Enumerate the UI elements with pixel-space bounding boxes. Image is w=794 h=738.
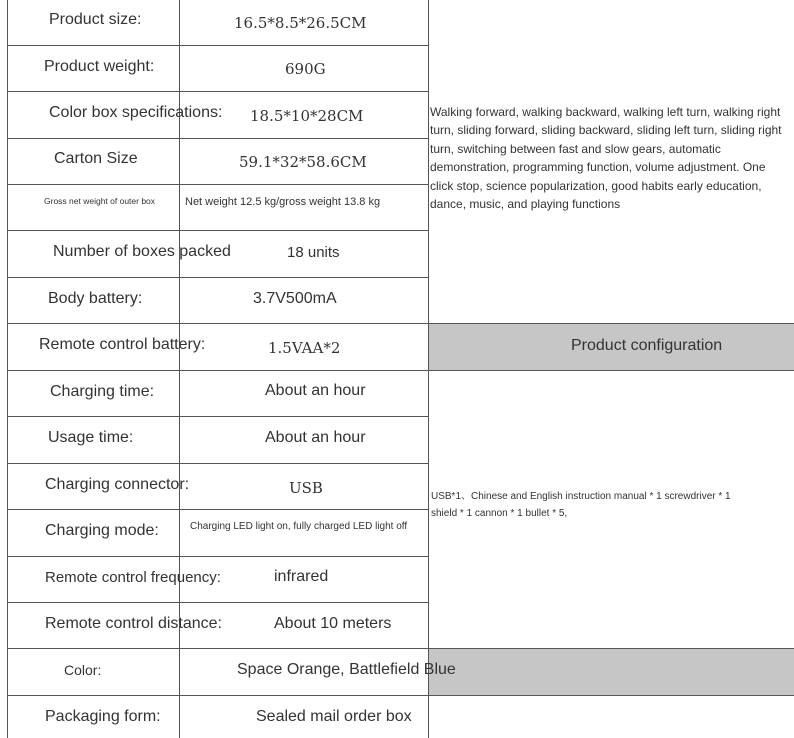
value-color: Space Orange, Battlefield Blue — [237, 661, 456, 678]
color-row-band — [429, 649, 794, 695]
label-gross-net-weight: Gross net weight of outer box — [44, 196, 156, 206]
value-product-size: 16.5*8.5*26.5CM — [234, 14, 367, 32]
config-line-2: shield * 1 cannon * 1 bullet * 5, — [431, 508, 568, 519]
label-color-box-specifications: Color box specifications: — [49, 104, 223, 121]
label-remote-control-frequency: Remote control frequency: — [45, 569, 221, 586]
value-remote-control-battery: 1.5VAA*2 — [268, 339, 341, 357]
row-divider — [7, 277, 429, 278]
functions-description: Walking forward, walking backward, walking left turn, walking right turn, sliding forward, sliding backward, sliding left turn, sliding right turn, switching between fast and slow gears, automatic demonstration, programming function, volume adjustment. One click stop, science popularization, good habits early education, dance, music, and playing functions — [430, 105, 782, 212]
table-left-border — [7, 0, 8, 738]
label-carton-size: Carton Size — [54, 150, 138, 167]
value-product-weight: 690G — [285, 60, 326, 78]
value-remote-control-frequency: infrared — [274, 568, 329, 585]
value-number-of-boxes: 18 units — [287, 244, 340, 261]
row-divider — [7, 695, 794, 696]
label-charging-connector: Charging connector: — [45, 476, 190, 493]
row-divider — [7, 509, 429, 510]
row-divider — [7, 91, 429, 92]
row-divider — [7, 463, 429, 464]
label-usage-time: Usage time: — [48, 429, 134, 446]
label-charging-time: Charging time: — [50, 383, 155, 400]
label-packaging-form: Packaging form: — [45, 708, 161, 725]
row-divider — [7, 230, 429, 231]
row-divider — [7, 45, 429, 46]
label-color: Color: — [64, 662, 102, 678]
label-number-of-boxes: Number of boxes packed — [53, 243, 231, 260]
value-usage-time: About an hour — [265, 429, 366, 446]
label-remote-control-battery: Remote control battery: — [39, 336, 206, 353]
value-packaging-form: Sealed mail order box — [256, 708, 412, 725]
row-divider — [7, 602, 429, 603]
label-remote-control-distance: Remote control distance: — [45, 615, 222, 632]
label-charging-mode: Charging mode: — [45, 522, 159, 539]
config-line-1: USB*1、Chinese and English instruction manual * 1 screwdriver * 1 — [431, 491, 731, 502]
value-charging-time: About an hour — [265, 382, 366, 399]
value-carton-size: 59.1*32*58.6CM — [239, 153, 367, 171]
row-divider — [7, 416, 429, 417]
row-divider — [7, 556, 429, 557]
row-divider — [7, 138, 429, 139]
value-charging-connector: USB — [289, 479, 323, 497]
value-body-battery: 3.7V500mA — [253, 290, 337, 307]
value-charging-mode: Charging LED light on, fully charged LED light off — [190, 521, 408, 532]
value-color-box-specifications: 18.5*10*28CM — [250, 107, 364, 125]
label-body-battery: Body battery: — [48, 290, 143, 307]
label-product-size: Product size: — [49, 11, 142, 28]
row-divider — [7, 370, 794, 371]
product-configuration-header: Product configuration — [571, 337, 723, 354]
row-divider — [7, 184, 429, 185]
label-product-weight: Product weight: — [44, 58, 155, 75]
value-remote-control-distance: About 10 meters — [274, 615, 392, 632]
value-gross-net-weight: Net weight 12.5 kg/gross weight 13.8 kg — [185, 196, 381, 208]
